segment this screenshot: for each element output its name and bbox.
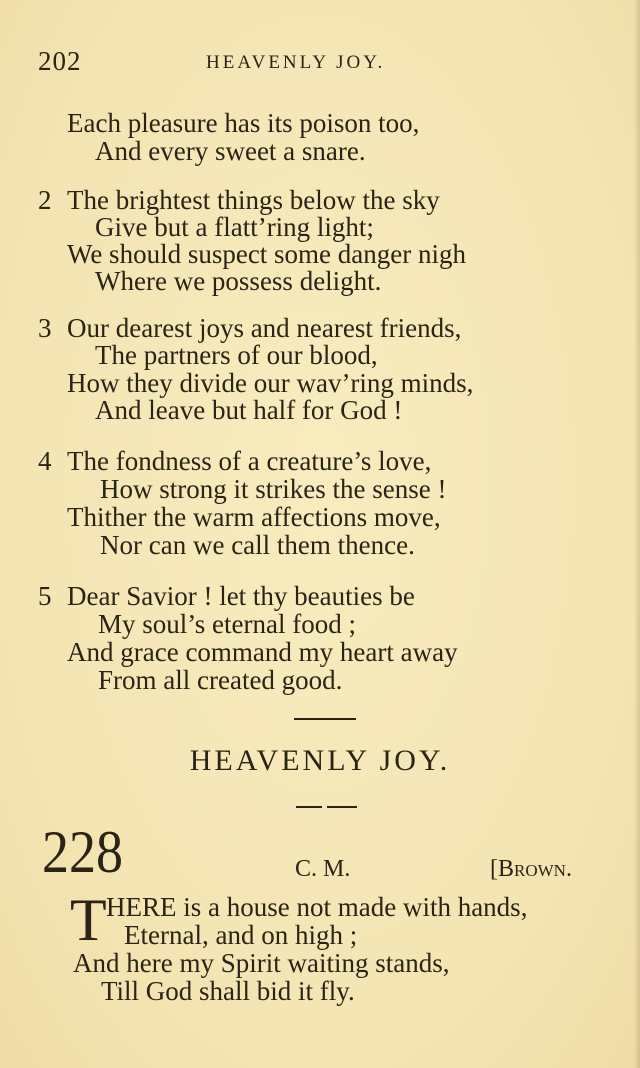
hymn-number: 228 — [42, 819, 123, 885]
stanza-line: And grace command my heart away — [67, 637, 458, 667]
stanza-line: The brightest things below the sky — [67, 185, 440, 215]
page-number: 202 — [38, 46, 82, 76]
page-edge-shadow — [634, 0, 640, 1068]
stanza-line: The partners of our blood, — [95, 340, 378, 370]
stanza-line: And leave but half for God ! — [95, 395, 403, 425]
stanza-line: From all created good. — [98, 665, 343, 695]
stanza-number: 2 — [38, 185, 52, 215]
continuation-line: Each pleasure has its poison too, — [67, 108, 420, 138]
stanza-line: Thither the warm affections move, — [67, 502, 441, 532]
hymn-line: HERE is a house not made with hands, — [106, 892, 528, 922]
stanza-line: Where we possess delight. — [95, 266, 382, 296]
stanza-line: How strong it strikes the sense ! — [100, 474, 447, 504]
hymn-tune: [Brown. — [490, 856, 572, 882]
continuation-line: And every sweet a snare. — [95, 136, 366, 166]
running-title: HEAVENLY JOY. — [206, 52, 386, 73]
stanza-line: Dear Savior ! let thy beauties be — [67, 581, 415, 611]
stanza-line: Our dearest joys and nearest friends, — [67, 313, 462, 343]
title-rule-right — [327, 806, 357, 808]
hymn-line: And here my Spirit waiting stands, — [73, 948, 450, 978]
section-title: HEAVENLY JOY. — [189, 744, 451, 777]
drop-cap: T — [70, 887, 107, 953]
stanza-number: 4 — [38, 446, 52, 476]
hymn-line: Till God shall bid it fly. — [101, 976, 355, 1006]
stanza-line: We should suspect some danger nigh — [67, 239, 467, 269]
stanza-number: 5 — [38, 581, 52, 611]
page-header — [38, 46, 618, 82]
stanza-line: How they divide our wav’ring minds, — [67, 368, 474, 398]
stanza-line: Give but a flatt’ring light; — [95, 212, 374, 242]
hymn-line: Eternal, and on high ; — [124, 920, 358, 950]
stanza-line: The fondness of a creature’s love, — [67, 446, 432, 476]
stanza-line: My soul’s eternal food ; — [98, 609, 356, 639]
stanza-line: Nor can we call them thence. — [100, 530, 415, 560]
title-rule-left — [296, 806, 322, 808]
hymn-meter: C. M. — [295, 856, 351, 882]
stanza-number: 3 — [38, 313, 52, 343]
section-rule — [294, 718, 356, 720]
